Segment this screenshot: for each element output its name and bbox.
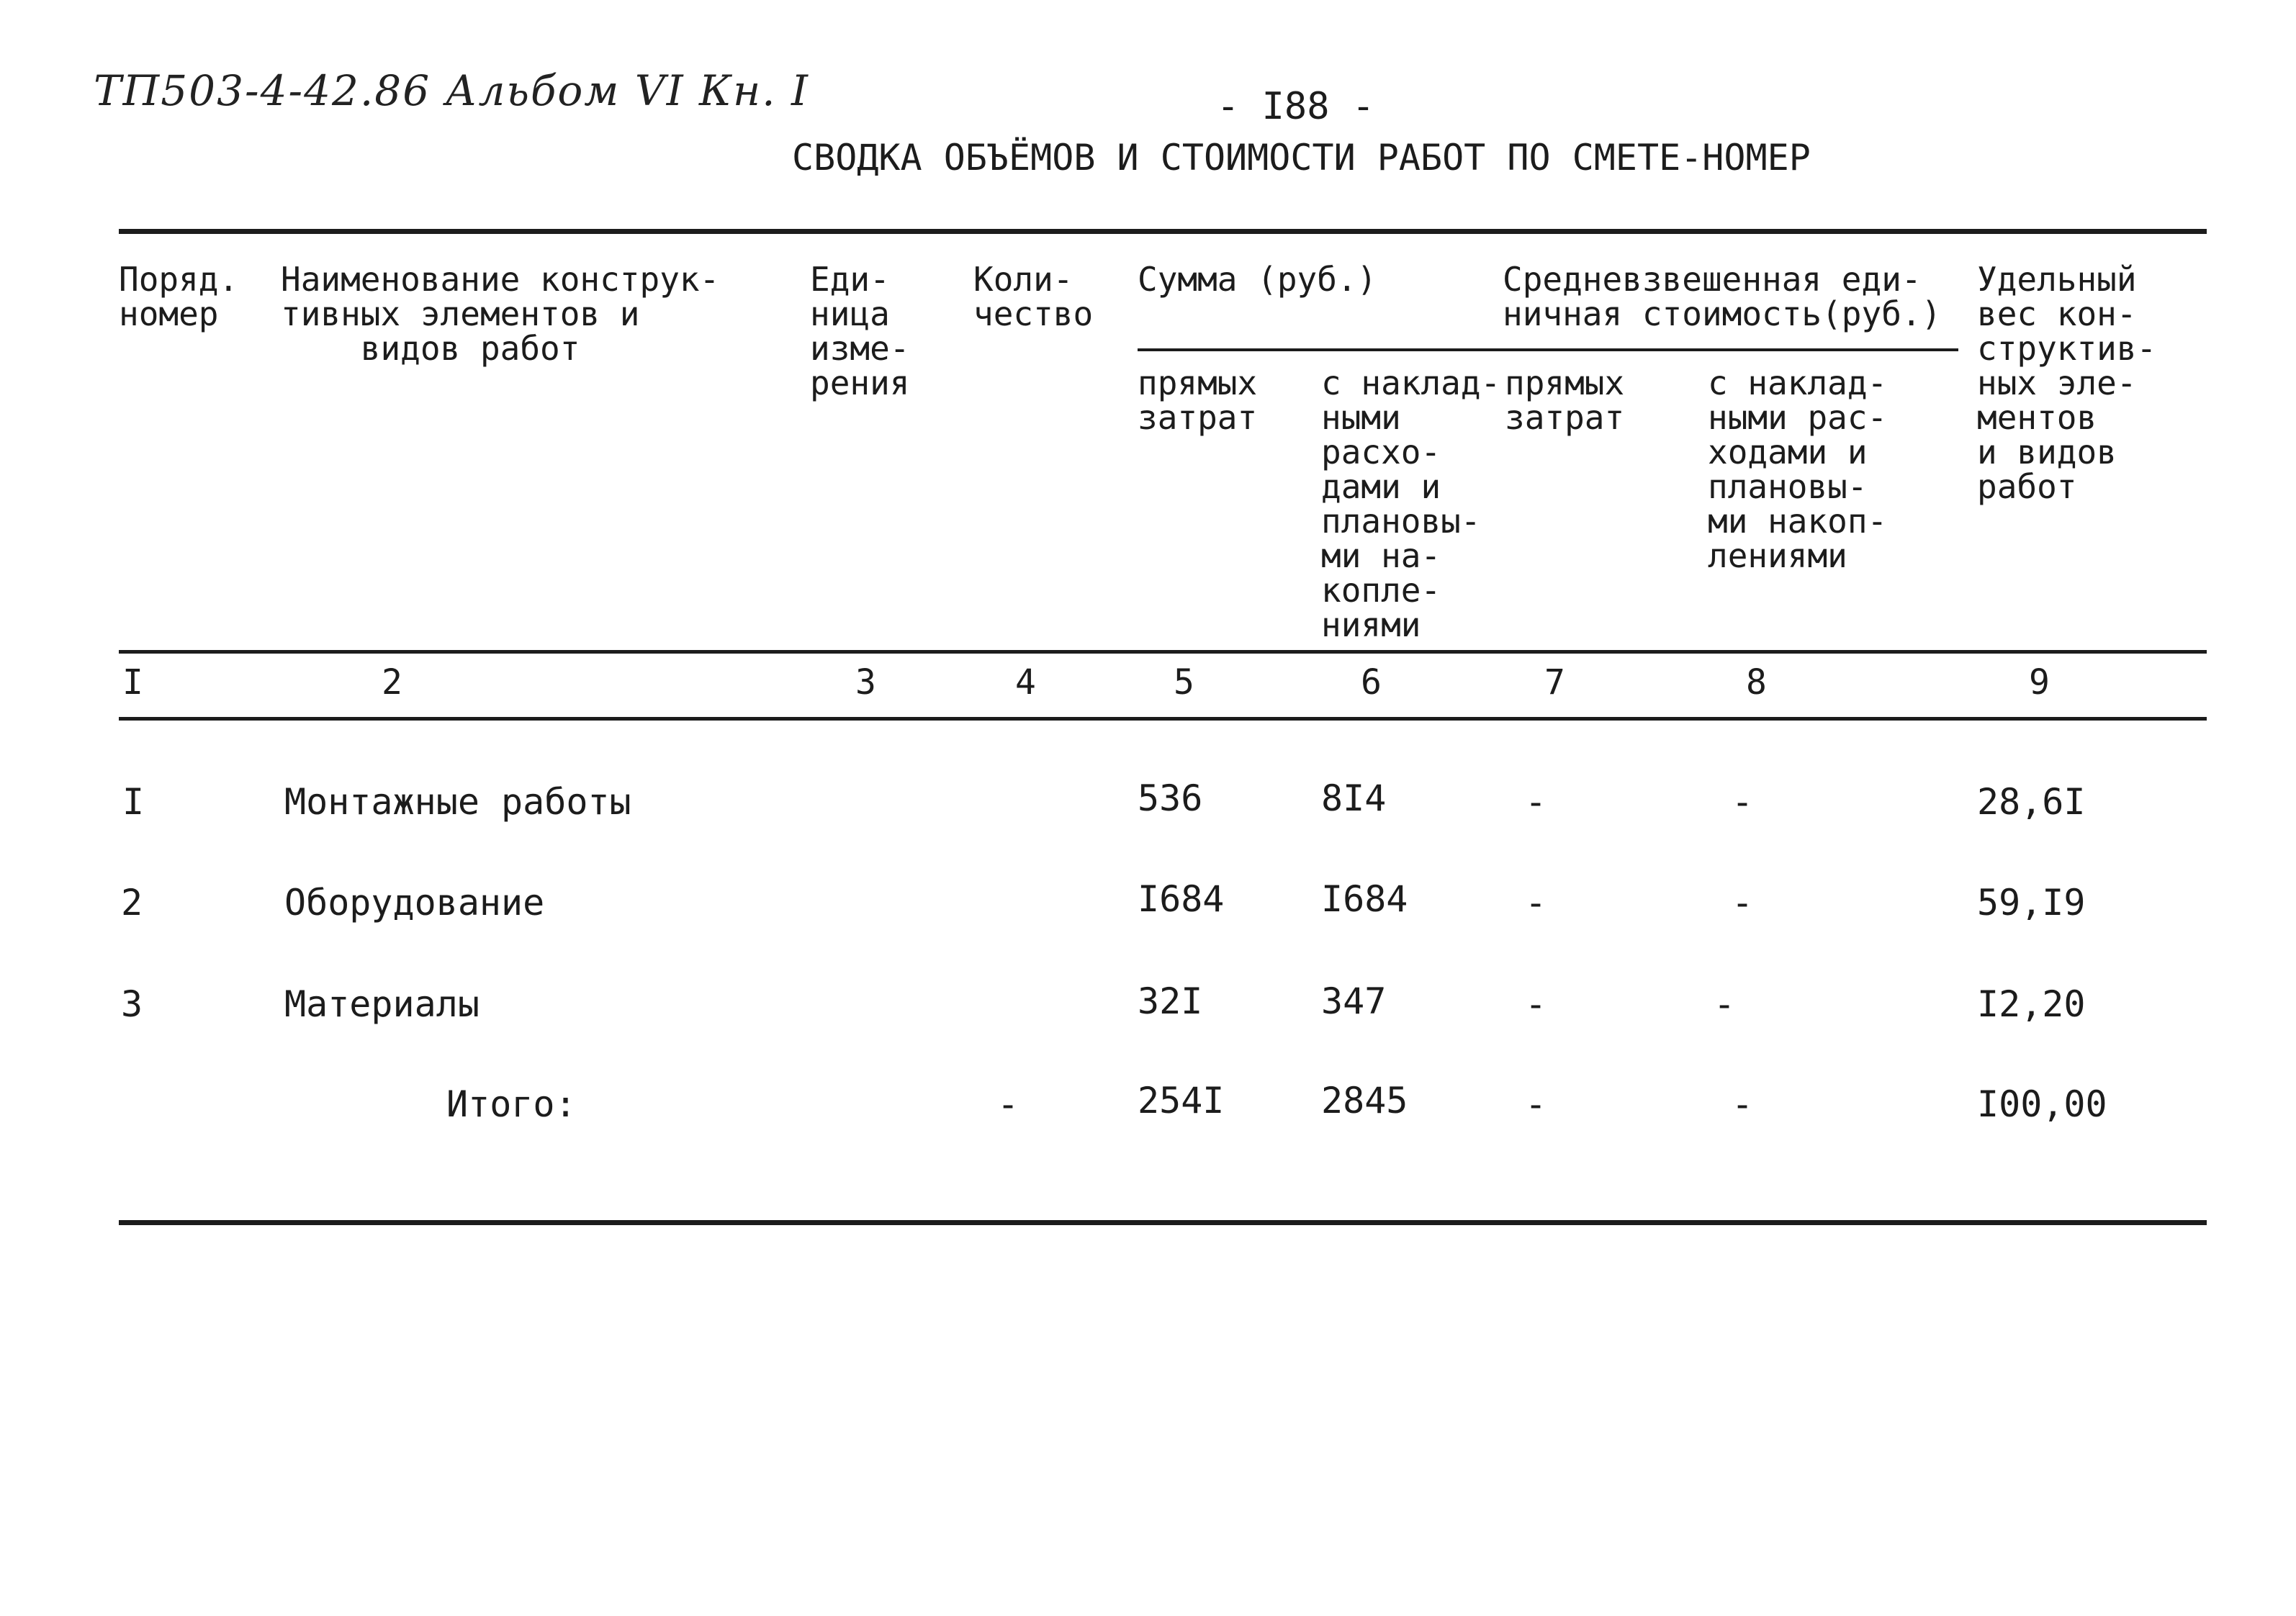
group-header-divider [1138,348,1958,351]
row-2-avg-direct: - [1525,882,1547,924]
column-number-2: 2 [382,662,402,703]
row-1-direct: 536 [1138,777,1203,819]
header-avg-overhead: с наклад- ными рас- ходами и плановы- ми накоп- лениями [1708,364,1888,575]
header-avg-direct: прямых затрат [1505,364,1625,437]
row-3-avg-direct: - [1525,983,1547,1025]
header-weighted-cost-group: Средневзвешенная еди- ничная стоимость(руб.) [1503,260,1942,333]
header-sum-overhead: с наклад- ными расхо- дами и плановы- ми на- копле- ниями [1321,364,1501,644]
row-2-direct: I684 [1138,878,1225,920]
column-number-4: 4 [1015,662,1036,703]
row-1-share: 28,6I [1977,781,2086,823]
row-1-avg-direct: - [1525,781,1547,823]
row-1-name: Монтажные работы [284,781,631,823]
header-specific-weight: Удельный вес кон- структив- ных эле- ментов и видов работ [1977,260,2157,506]
total-avg-overhead: - [1732,1083,1754,1125]
handwritten-reference: ТП503-4-42.86 Альбом VI Кн. I [94,66,809,115]
column-number-7: 7 [1544,662,1565,703]
column-number-8: 8 [1746,662,1767,703]
column-number-1: I [122,662,143,703]
header-sum-group: Сумма (руб.) [1138,260,1377,299]
document-title: СВОДКА ОБЪЁМОВ И СТОИМОСТИ РАБОТ ПО СМЕТЕ-НОМЕР [792,137,1811,179]
row-2-overhead: I684 [1321,878,1408,920]
total-avg-direct: - [1525,1083,1547,1125]
row-1-number: I [122,781,145,823]
row-3-direct: 32I [1138,980,1203,1022]
row-1-overhead: 8I4 [1321,777,1387,819]
total-label: Итого: [446,1083,577,1125]
column-number-9: 9 [2029,662,2050,703]
total-quantity: - [997,1083,1019,1125]
table-bottom-rule [119,1220,2207,1225]
row-3-share: I2,20 [1977,983,2086,1025]
header-sum-direct: прямых затрат [1138,364,1258,437]
row-2-share: 59,I9 [1977,882,2086,924]
row-2-number: 2 [121,882,143,924]
row-3-overhead: 347 [1321,980,1387,1022]
page-number: - I88 - [1217,85,1375,128]
row-1-avg-overhead: - [1732,781,1754,823]
header-unit: Еди- ница изме- рения [810,260,910,402]
row-2-name: Оборудование [284,882,545,924]
header-order-number: Поряд. номер [119,260,239,333]
header-bottom-rule [119,650,2207,654]
header-quantity: Коли- чество [973,260,1094,333]
total-share: I00,00 [1977,1083,2107,1125]
row-3-name: Материалы [284,983,480,1025]
row-3-avg-overhead: - [1714,983,1736,1025]
row-2-avg-overhead: - [1732,882,1754,924]
header-element-name: Наименование конструк- тивных элементов и видов работ [281,260,720,368]
column-number-3: 3 [855,662,876,703]
column-numbers-rule [119,717,2207,721]
column-number-6: 6 [1361,662,1382,703]
table-top-rule [119,229,2207,234]
column-number-5: 5 [1174,662,1194,703]
row-3-number: 3 [121,983,143,1025]
total-overhead: 2845 [1321,1080,1408,1121]
total-direct: 254I [1138,1080,1225,1121]
